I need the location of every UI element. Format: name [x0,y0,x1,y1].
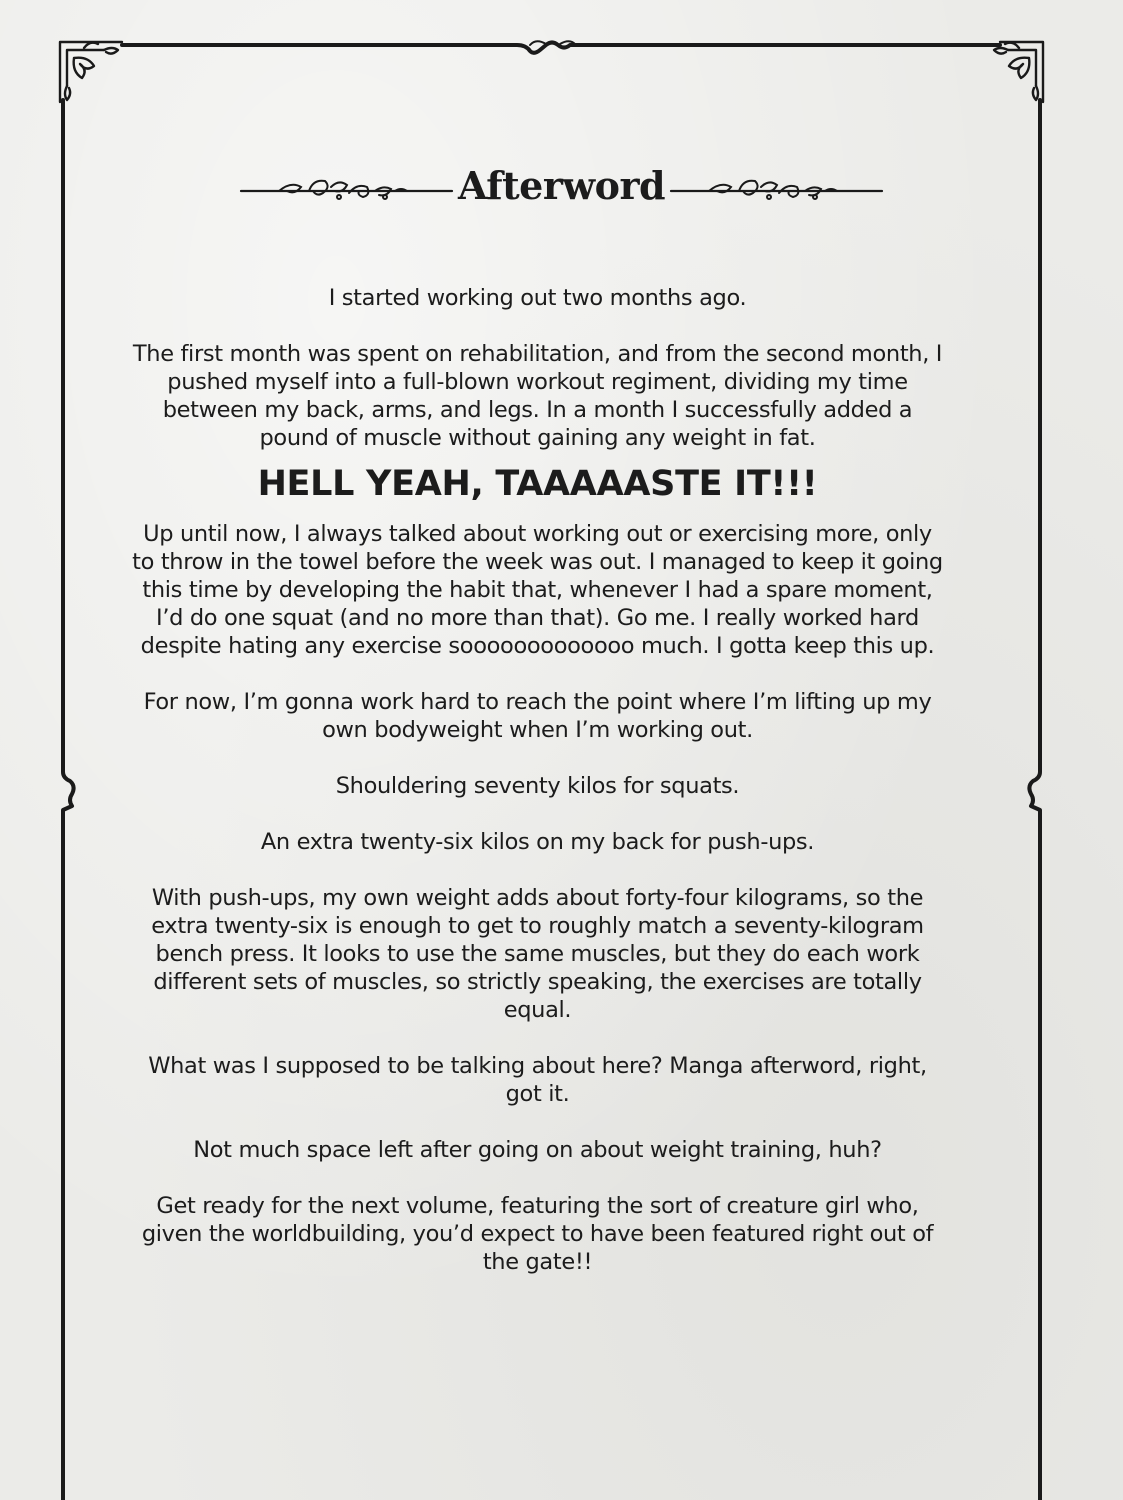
corner-ornament-top-right [994,42,1043,102]
paragraph: Up until now, I always talked about working out or exercising more, only to throw in the towel before the week was out. I managed to keep it going this time by developing the habit that, whenever I had a spare moment, I’d do one squat (and no more than that). Go me. I really worked hard despite hating any exercise sooooooooooooo much. I gotta keep this up. [132,521,943,659]
title-row [0,160,1123,216]
paragraph: With push-ups, my own weight adds about forty-four kilograms, so the extra twenty-six is enough to get to roughly match a seventy-kilogram bench press. It looks to use the same muscles, but they do each work different sets of muscles, so strictly speaking, the exercises are totally equal. [151,885,924,1023]
afterword-body [130,284,945,1304]
right-flourish-ornament [669,173,884,203]
paragraph: Get ready for the next volume, featuring the sort of creature girl who, given the worldbuilding, you’d expect to have been featured right out of the gate!! [141,1193,934,1275]
paragraph: For now, I’m gonna work hard to reach the point where I’m lifting up my own bodyweight when I’m working out. [143,689,932,743]
paragraph: What was I supposed to be talking about here? Manga afterword, right, got it. [148,1053,927,1107]
paragraph: Not much space left after going on about weight training, huh? [193,1137,882,1163]
page-title: Afterword [457,163,666,208]
left-flourish-ornament [239,173,454,203]
paragraph: An extra twenty-six kilos on my back for push-ups. [260,829,815,855]
corner-ornament-top-left [60,42,122,102]
paragraph: I started working out two months ago. [328,285,747,311]
paragraph: Shouldering seventy kilos for squats. [335,773,740,799]
exclamation-heading: HELL YEAH, TAAAAASTE IT!!! [257,464,818,504]
paragraph: The first month was spent on rehabilitation, and from the second month, I pushed myself into a full-blown workout regiment, dividing my time between my back, arms, and legs. In a month I successfully added a pound of muscle without gaining any weight in fat. [132,341,943,451]
